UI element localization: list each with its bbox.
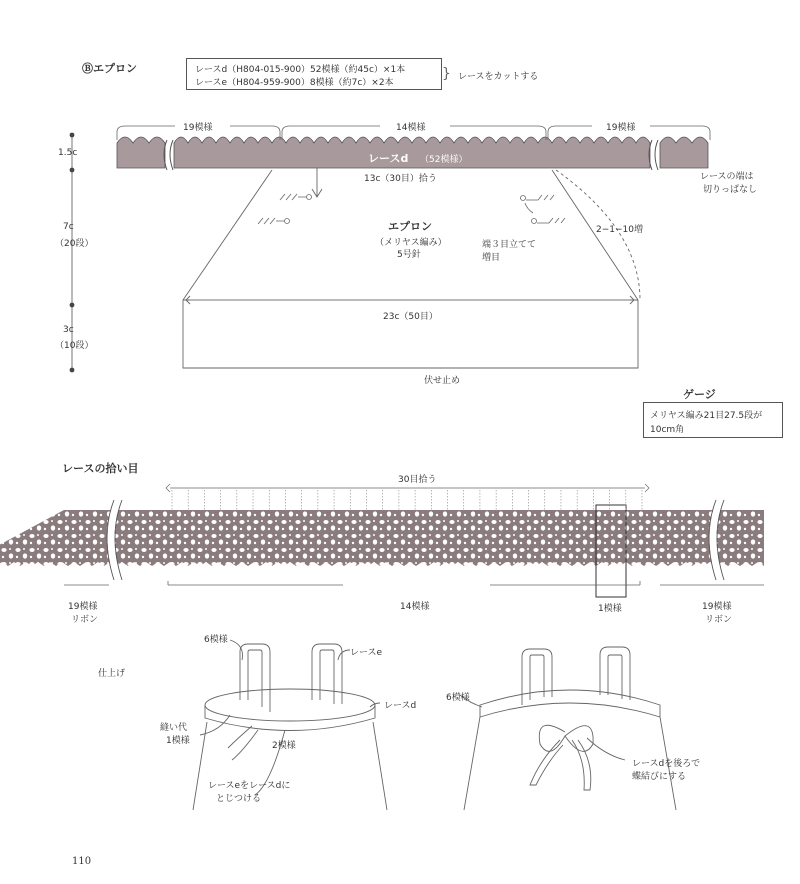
- repeat-left-label: 19模様: [183, 123, 213, 133]
- bind-off-label: 伏せ止め: [424, 376, 461, 386]
- increase-note: 2−1−10増: [596, 225, 643, 235]
- height-3-rows: （10段）: [55, 341, 94, 351]
- repeat-right-label: 19模様: [606, 123, 636, 133]
- cut-note: レースをカットする: [458, 72, 539, 82]
- lace-d-label: レースd: [368, 152, 409, 165]
- gauge-box: [643, 402, 783, 438]
- finish-right-drawing: [460, 647, 676, 810]
- finish-attach-1: レースeをレースdに: [208, 781, 291, 791]
- apron-stitch: （メリヤス編み）: [375, 238, 447, 248]
- pickup-ticks: [166, 484, 649, 492]
- page-number: 110: [72, 856, 92, 867]
- height-3: 3c: [63, 325, 74, 335]
- material-lace-d: レースd（H804-015-900）52模様（約45c）×1本: [195, 65, 406, 75]
- height-2: 7c: [63, 222, 74, 232]
- lace-pickup-title: レースの拾い目: [62, 462, 139, 475]
- finish-tie-2: 蝶結びにする: [632, 772, 687, 782]
- gauge-title: ゲージ: [683, 388, 716, 401]
- finish-seam-1: 縫い代: [160, 723, 188, 733]
- band-left-label-2: リボン: [71, 615, 99, 625]
- height-2-rows: （20段）: [55, 239, 94, 249]
- material-lace-e: レースe（H804-959-900）8模様（約7c）×2本: [195, 78, 394, 88]
- finish-seam-2: 1模様: [166, 736, 190, 746]
- apron-body-outline: [72, 135, 640, 370]
- band-right-label-2: リボン: [705, 615, 733, 625]
- finish-two-patterns: 2模様: [272, 741, 296, 751]
- materials-box: [186, 58, 442, 90]
- section-marker: Ⓑ: [82, 62, 93, 75]
- band-right-label-1: 19模様: [702, 602, 732, 612]
- lace-d-count: （52模様）: [420, 155, 468, 165]
- bottom-width-label: 23c（50目）: [383, 309, 438, 322]
- section-title: エプロン: [93, 62, 137, 75]
- finish-attach-2: とじつける: [216, 794, 262, 804]
- materials-brace: }: [442, 66, 451, 82]
- band-one-label: 1模様: [598, 604, 622, 614]
- band-left-label-1: 19模様: [68, 602, 98, 612]
- lace-end-note-2: 切りっぱなし: [703, 185, 758, 195]
- apron-label: エプロン: [388, 220, 432, 233]
- finishing-title: 仕上げ: [98, 669, 126, 679]
- edge-note-2: 増目: [482, 253, 501, 263]
- finish-six-right: 6模様: [446, 693, 470, 703]
- lace-end-note-1: レースの端は: [700, 172, 754, 182]
- lace-pickup-band: [0, 500, 764, 597]
- pickup-top-label: 13c（30目）拾う: [364, 174, 437, 184]
- finish-lace-d: レースd: [384, 701, 417, 711]
- apron-needle: 5号針: [397, 250, 421, 260]
- repeat-mid-label: 14模様: [396, 123, 426, 133]
- height-1: 1.5c: [58, 148, 78, 158]
- section-b-title: [82, 60, 137, 76]
- finish-tie-1: レースdを後ろで: [632, 759, 701, 769]
- band-mid-label: 14模様: [400, 602, 430, 612]
- gauge-line-1: メリヤス編み21目27.5段が: [650, 411, 763, 421]
- finish-lace-e: レースe: [350, 648, 383, 658]
- pickup-count: 30目拾う: [398, 475, 437, 485]
- band-brackets: [64, 581, 764, 585]
- edge-note-1: 端３目立てて: [482, 240, 537, 250]
- finish-six-left: 6模様: [204, 635, 228, 645]
- pickup-tick-lines: [172, 490, 642, 510]
- lace-d-strip: [117, 137, 708, 170]
- gauge-line-2: 10cm角: [650, 425, 685, 435]
